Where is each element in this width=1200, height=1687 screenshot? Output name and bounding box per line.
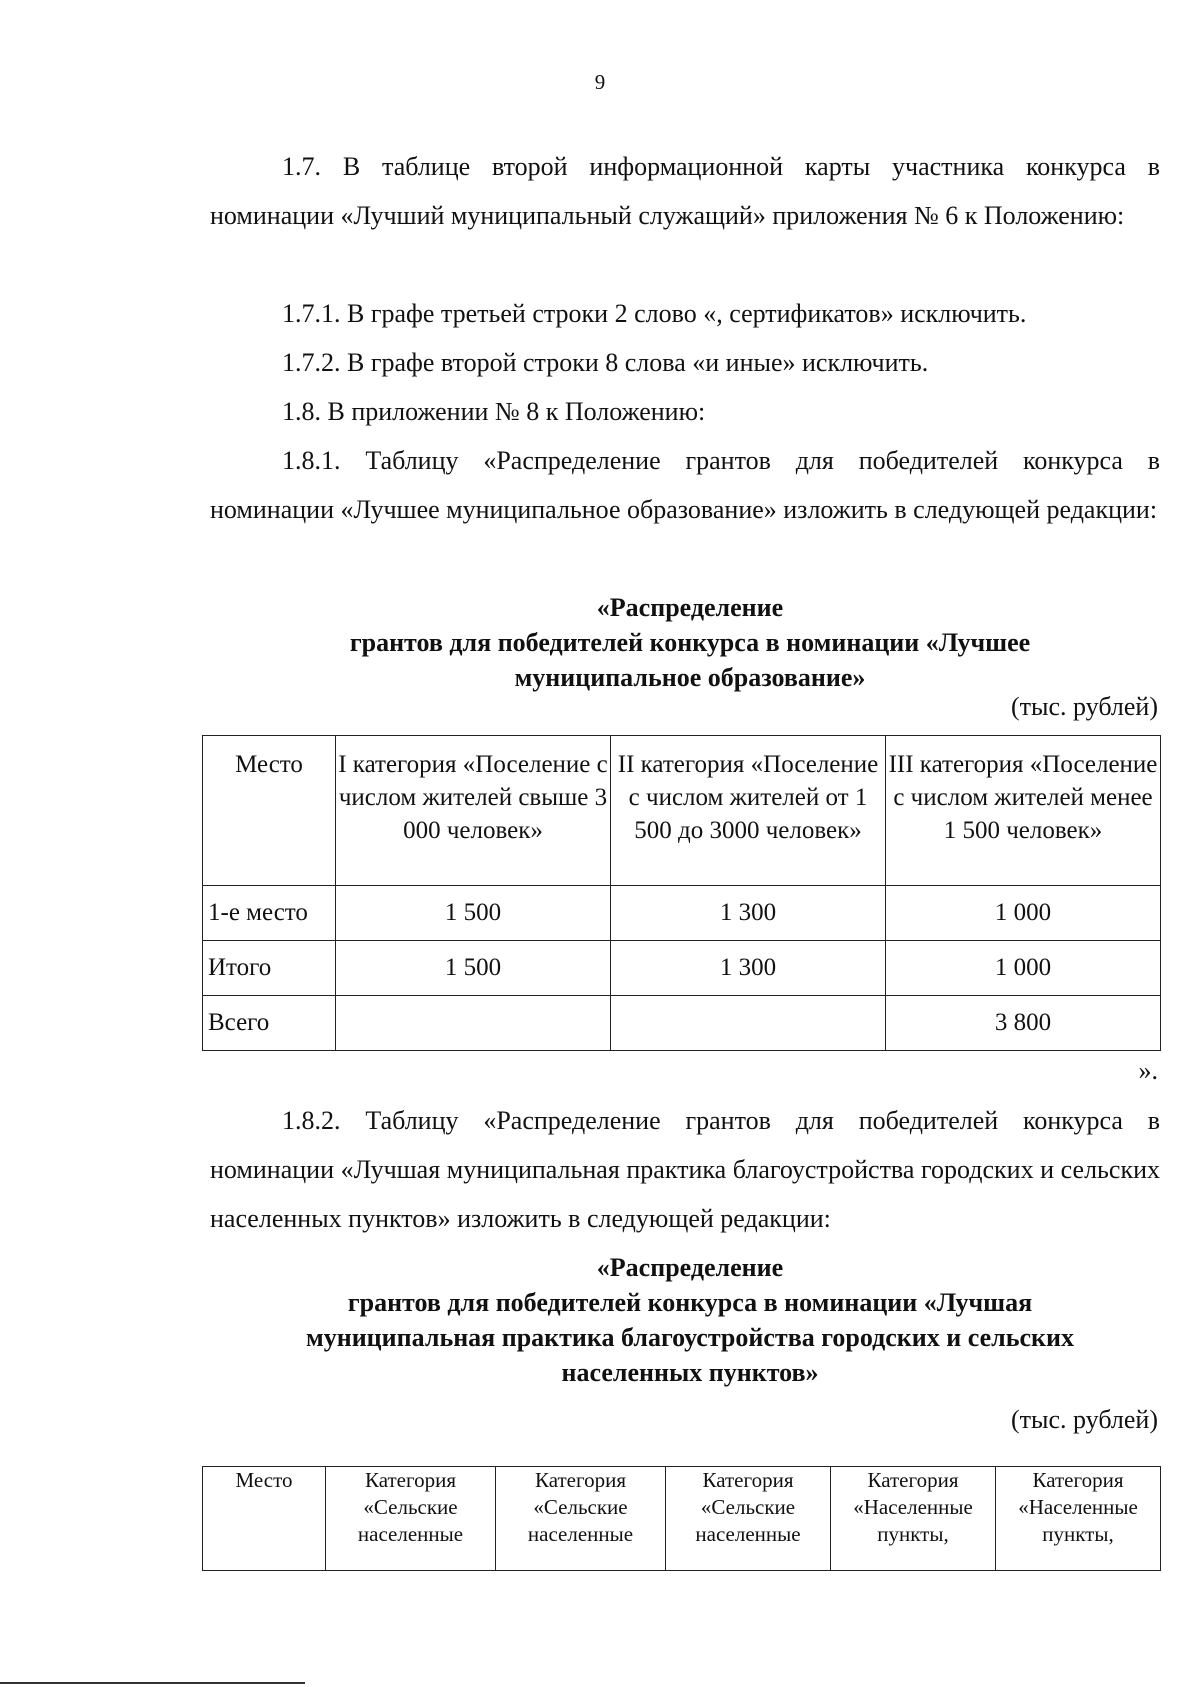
header-cell: Категория «Сельские населенные — [666, 1467, 831, 1571]
header-cell: Место — [203, 736, 336, 886]
paragraph-1-7: 1.7. В таблице второй информационной карты участника конкурса в номинации «Лучший муниципальный служащий» приложения № 6 к Положению: — [210, 152, 1160, 230]
header-cell: II категория «Поселение с числом жителей от 1 500 до 3000 человек» — [611, 736, 886, 886]
table2-title-line: грантов для победителей конкурса в номинации «Лучшая — [347, 1288, 1033, 1317]
table2-title-line: населенных пунктов» — [561, 1358, 819, 1387]
paragraph-1-8-2: 1.8.2. Таблицу «Распределение грантов для победителей конкурса в номинации «Лучшая муниципальная практика благоустройства городских и сельских населенных пунктов» изложить в следующей редакции: — [210, 1106, 1160, 1233]
grants-table-best-municipality — [202, 735, 1161, 1051]
table-cell: 1 500 — [336, 941, 611, 996]
table2-title-line: «Распределение — [596, 1253, 784, 1282]
table-cell — [336, 996, 611, 1051]
header-cell: Категория «Сельские населенные — [326, 1467, 496, 1571]
grants-table-best-improvement-practice — [202, 1466, 1161, 1571]
table-header-row — [203, 1467, 1161, 1571]
table-row — [203, 996, 1161, 1051]
paragraph-1-7-2: 1.7.2. В графе второй строки 8 слова «и иные» исключить. — [282, 348, 929, 377]
table-header-row — [203, 736, 1161, 886]
closing-quote: ». — [1138, 1056, 1158, 1085]
header-cell: Место — [203, 1467, 326, 1571]
table-cell: 3 800 — [886, 996, 1161, 1051]
header-cell: III категория «Поселение с числом жителей менее 1 500 человек» — [886, 736, 1161, 886]
header-cell: I категория «Поселение с числом жителей свыше 3 000 человек» — [336, 736, 611, 886]
page-number: 9 — [594, 70, 606, 94]
table1-units: (тыс. рублей) — [1010, 692, 1158, 721]
table-cell: 1 300 — [611, 886, 886, 941]
header-cell: Категория «Сельские населенные — [496, 1467, 666, 1571]
table1-title — [220, 590, 1160, 695]
header-cell: Категория «Населенные пункты, — [996, 1467, 1161, 1571]
table-cell: 1 000 — [886, 941, 1161, 996]
row-label: 1-е место — [203, 886, 336, 941]
row-label: Всего — [203, 996, 336, 1051]
row-label: Итого — [203, 941, 336, 996]
footer-rule — [0, 1682, 305, 1684]
paragraph-1-8: 1.8. В приложении № 8 к Положению: — [282, 397, 706, 426]
table-cell — [611, 996, 886, 1051]
table-cell: 1 500 — [336, 886, 611, 941]
paragraph-1-7-1: 1.7.1. В графе третьей строки 2 слово «, сертификатов» исключить. — [282, 299, 1027, 328]
table-cell: 1 300 — [611, 941, 886, 996]
table2-title — [220, 1250, 1160, 1390]
table1-title-line: «Распределение — [596, 593, 784, 622]
table2-units: (тыс. рублей) — [1010, 1405, 1158, 1434]
paragraph-1-8-1: 1.8.1. Таблицу «Распределение грантов для победителей конкурса в номинации «Лучшее муниципальное образование» изложить в следующей редакции: — [210, 446, 1160, 524]
table-cell: 1 000 — [886, 886, 1161, 941]
table-row — [203, 886, 1161, 941]
table-row — [203, 941, 1161, 996]
table2-title-line: муниципальная практика благоустройства городских и сельских — [306, 1323, 1074, 1352]
table1-title-line: муниципальное образование» — [514, 663, 866, 692]
table1-title-line: грантов для победителей конкурса в номинации «Лучшее — [349, 628, 1031, 657]
header-cell: Категория «Населенные пункты, — [831, 1467, 996, 1571]
